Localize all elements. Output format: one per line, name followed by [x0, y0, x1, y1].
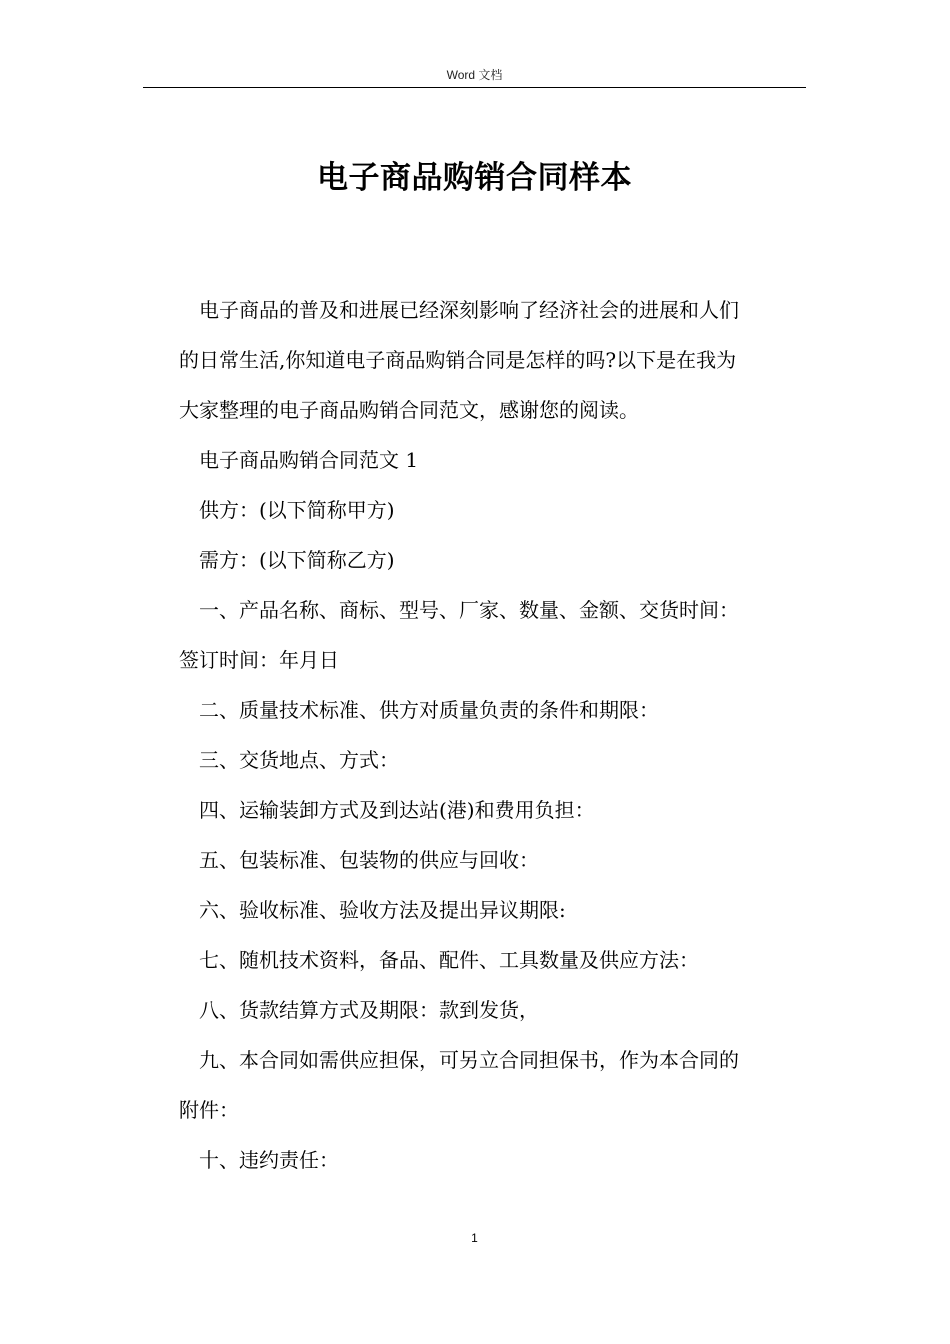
header-divider: [143, 87, 806, 88]
page-header: Word 文档: [446, 68, 503, 82]
intro-line-2: 的日常生活,你知道电子商品购销合同是怎样的吗?以下是在我为: [179, 348, 737, 372]
intro-line-3: 大家整理的电子商品购销合同范文，感谢您的阅读。: [179, 398, 639, 422]
clause-4: 四、运输装卸方式及到达站(港)和费用负担：: [199, 798, 595, 822]
clause-2: 二、质量技术标准、供方对质量负责的条件和期限：: [199, 698, 659, 722]
clause-8: 八、货款结算方式及期限：款到发货，: [199, 998, 539, 1022]
buyer-line: 需方：(以下简称乙方): [199, 548, 395, 572]
clause-10: 十、违约责任：: [199, 1148, 339, 1172]
section-heading: 电子商品购销合同范文 1: [199, 448, 419, 472]
clause-3: 三、交货地点、方式：: [199, 748, 399, 772]
clause-9-line-1: 九、本合同如需供应担保，可另立合同担保书，作为本合同的: [199, 1048, 739, 1072]
page-number: 1: [471, 1231, 478, 1245]
clause-7: 七、随机技术资料，备品、配件、工具数量及供应方法：: [199, 948, 699, 972]
document-body: [179, 285, 801, 1185]
supplier-line: 供方：(以下简称甲方): [199, 498, 395, 522]
clause-6: 六、验收标准、验收方法及提出异议期限:: [199, 898, 566, 922]
clause-1-line-1: 一、产品名称、商标、型号、厂家、数量、金额、交货时间：: [199, 598, 739, 622]
clause-9-line-2: 附件：: [179, 1098, 239, 1122]
clause-5: 五、包装标准、包装物的供应与回收：: [199, 848, 539, 872]
intro-line-1: 电子商品的普及和进展已经深刻影响了经济社会的进展和人们: [199, 298, 739, 322]
document-title: 电子商品购销合同样本: [317, 160, 632, 196]
clause-1-line-2: 签订时间：年月日: [179, 648, 339, 672]
